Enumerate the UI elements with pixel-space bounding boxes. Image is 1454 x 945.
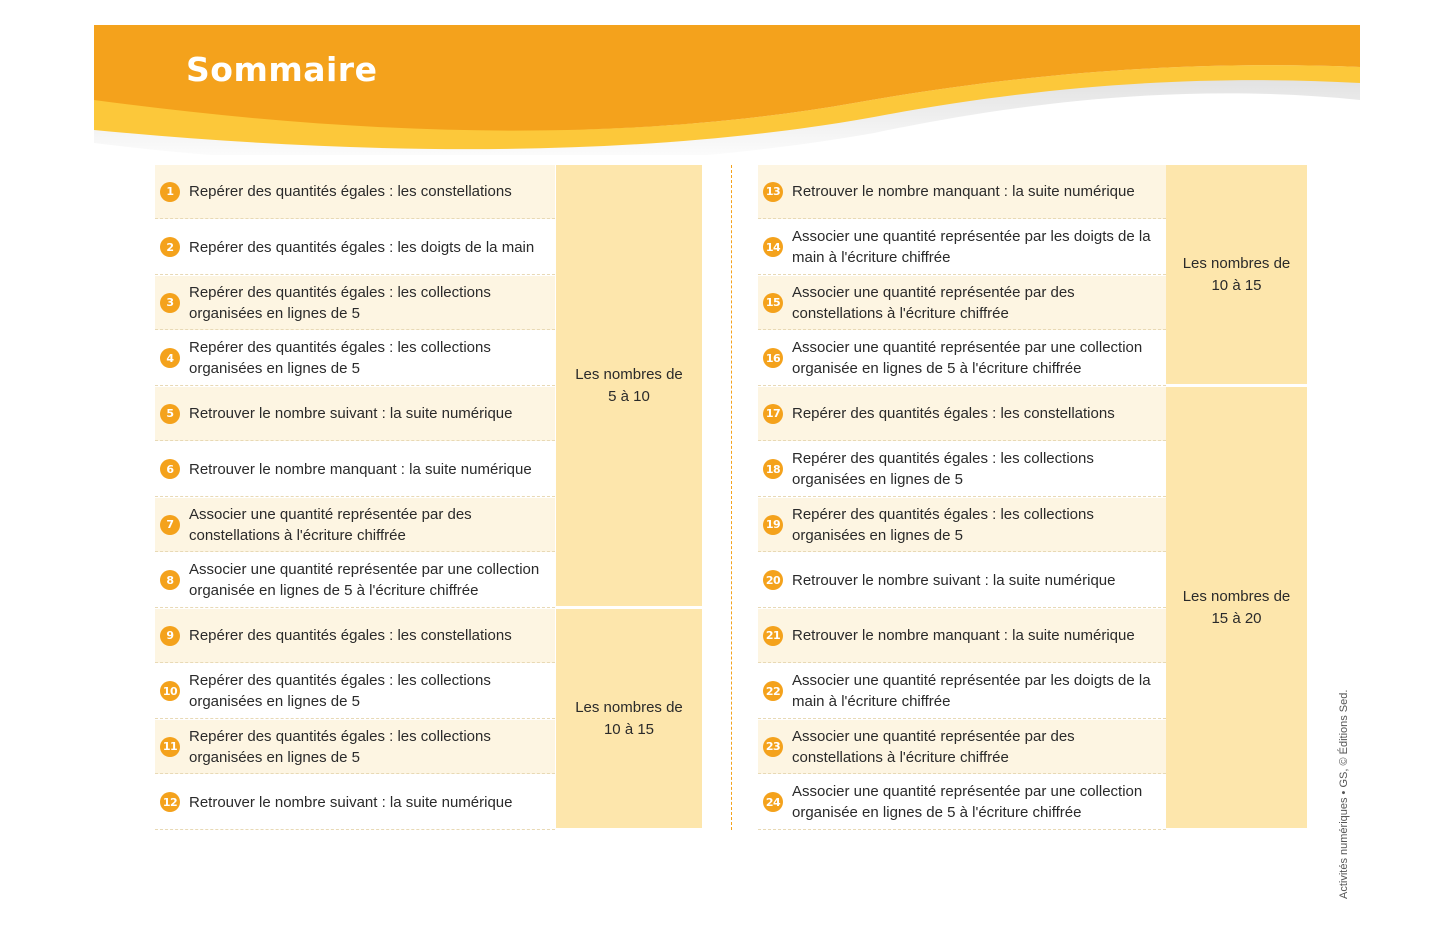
item-number-badge: 2 xyxy=(160,237,180,257)
item-label: Repérer des quantités égales : les collections organisées en lignes de 5 xyxy=(189,727,491,766)
toc-item[interactable] xyxy=(155,665,555,719)
item-number-badge: 12 xyxy=(160,792,180,812)
toc-item[interactable] xyxy=(155,498,555,552)
group-label-text: Les nombres de 10 à 15 xyxy=(1182,254,1291,294)
toc-item[interactable] xyxy=(155,720,555,774)
toc-item[interactable] xyxy=(155,387,555,441)
item-number-badge: 4 xyxy=(160,348,180,368)
item-number-badge: 11 xyxy=(160,737,180,757)
toc-item[interactable] xyxy=(155,443,555,497)
section-group-label xyxy=(1166,387,1307,828)
item-label: Retrouver le nombre manquant : la suite numérique xyxy=(792,627,1135,644)
toc-item[interactable] xyxy=(155,332,555,386)
item-label: Retrouver le nombre suivant : la suite numérique xyxy=(189,405,513,422)
item-label: Repérer des quantités égales : les constellations xyxy=(792,405,1115,422)
item-number-badge: 18 xyxy=(763,459,783,479)
item-number-badge: 3 xyxy=(160,293,180,313)
item-number-badge: 15 xyxy=(763,293,783,313)
toc-item[interactable] xyxy=(155,554,555,608)
item-number-badge: 1 xyxy=(160,182,180,202)
item-label: Retrouver le nombre manquant : la suite numérique xyxy=(189,460,532,478)
column-divider xyxy=(731,165,732,830)
toc-item[interactable] xyxy=(758,221,1166,275)
item-number-badge: 10 xyxy=(160,681,180,701)
group-label-text: Les nombres de 5 à 10 xyxy=(575,365,683,405)
toc-item[interactable] xyxy=(758,609,1166,663)
item-number-badge: 21 xyxy=(763,626,783,646)
item-label: Associer une quantité représentée par une collection organisée en lignes de 5 à l'écriture chiffrée xyxy=(189,561,540,599)
item-number-badge: 14 xyxy=(763,237,783,257)
item-label: Associer une quantité représentée par des constellations à l'écriture chiffrée xyxy=(792,727,1075,766)
section-group-label xyxy=(556,165,702,606)
item-label: Retrouver le nombre suivant : la suite numérique xyxy=(189,793,513,811)
toc-item[interactable] xyxy=(758,554,1166,608)
item-number-badge: 9 xyxy=(160,626,180,646)
toc-item[interactable] xyxy=(758,387,1166,441)
toc-item[interactable] xyxy=(758,165,1166,219)
group-label-text: Les nombres de 15 à 20 xyxy=(1182,587,1291,627)
toc-item[interactable] xyxy=(758,332,1166,386)
toc-item[interactable] xyxy=(758,498,1166,552)
toc-item[interactable] xyxy=(758,443,1166,497)
item-label: Repérer des quantités égales : les collections organisées en lignes de 5 xyxy=(189,339,491,377)
item-label: Repérer des quantités égales : les constellations xyxy=(189,627,512,644)
toc-item[interactable] xyxy=(155,165,555,219)
item-number-badge: 23 xyxy=(763,737,783,757)
item-number-badge: 20 xyxy=(763,570,783,590)
item-label: Repérer des quantités égales : les collections organisées en lignes de 5 xyxy=(189,672,491,710)
toc-item[interactable] xyxy=(155,609,555,663)
toc-item[interactable] xyxy=(155,221,555,275)
section-group-label xyxy=(556,609,702,828)
item-label: Associer une quantité représentée par des constellations à l'écriture chiffrée xyxy=(189,505,472,544)
item-label: Associer une quantité représentée par une collection organisée en lignes de 5 à l'écriture chiffrée xyxy=(792,339,1143,377)
item-label: Associer une quantité représentée par les doigts de la main à l'écriture chiffrée xyxy=(792,228,1151,266)
item-label: Repérer des quantités égales : les collections organisées en lignes de 5 xyxy=(189,283,491,322)
item-number-badge: 19 xyxy=(763,515,783,535)
header-banner xyxy=(94,25,1360,155)
toc-item[interactable] xyxy=(758,665,1166,719)
banner-wave-graphic xyxy=(94,25,1360,155)
item-label: Repérer des quantités égales : les doigts de la main xyxy=(189,238,535,256)
page-title: Sommaire xyxy=(186,50,378,89)
group-label-text: Les nombres de 10 à 15 xyxy=(575,698,683,738)
section-group-label xyxy=(1166,165,1307,384)
item-label: Associer une quantité représentée par des constellations à l'écriture chiffrée xyxy=(792,283,1075,322)
item-label: Associer une quantité représentée par les doigts de la main à l'écriture chiffrée xyxy=(792,672,1151,710)
item-number-badge: 17 xyxy=(763,404,783,424)
item-number-badge: 6 xyxy=(160,459,180,479)
item-number-badge: 7 xyxy=(160,515,180,535)
item-number-badge: 16 xyxy=(763,348,783,368)
item-number-badge: 22 xyxy=(763,681,783,701)
item-label: Repérer des quantités égales : les constellations xyxy=(189,183,512,200)
item-label: Repérer des quantités égales : les collections organisées en lignes de 5 xyxy=(792,505,1094,544)
item-label: Repérer des quantités égales : les collections organisées en lignes de 5 xyxy=(792,450,1094,488)
toc-item[interactable] xyxy=(758,276,1166,330)
copyright-note: Activités numériques • GS, © Éditions Sed. xyxy=(1338,689,1350,899)
item-label: Retrouver le nombre manquant : la suite numérique xyxy=(792,183,1135,200)
item-label: Retrouver le nombre suivant : la suite numérique xyxy=(792,571,1116,589)
item-label: Associer une quantité représentée par une collection organisée en lignes de 5 à l'écriture chiffrée xyxy=(792,783,1143,821)
toc-item[interactable] xyxy=(155,276,555,330)
item-number-badge: 13 xyxy=(763,182,783,202)
toc-item[interactable] xyxy=(155,776,555,830)
item-number-badge: 8 xyxy=(160,570,180,590)
toc-item[interactable] xyxy=(758,720,1166,774)
item-number-badge: 5 xyxy=(160,404,180,424)
item-number-badge: 24 xyxy=(763,792,783,812)
toc-item[interactable] xyxy=(758,776,1166,830)
